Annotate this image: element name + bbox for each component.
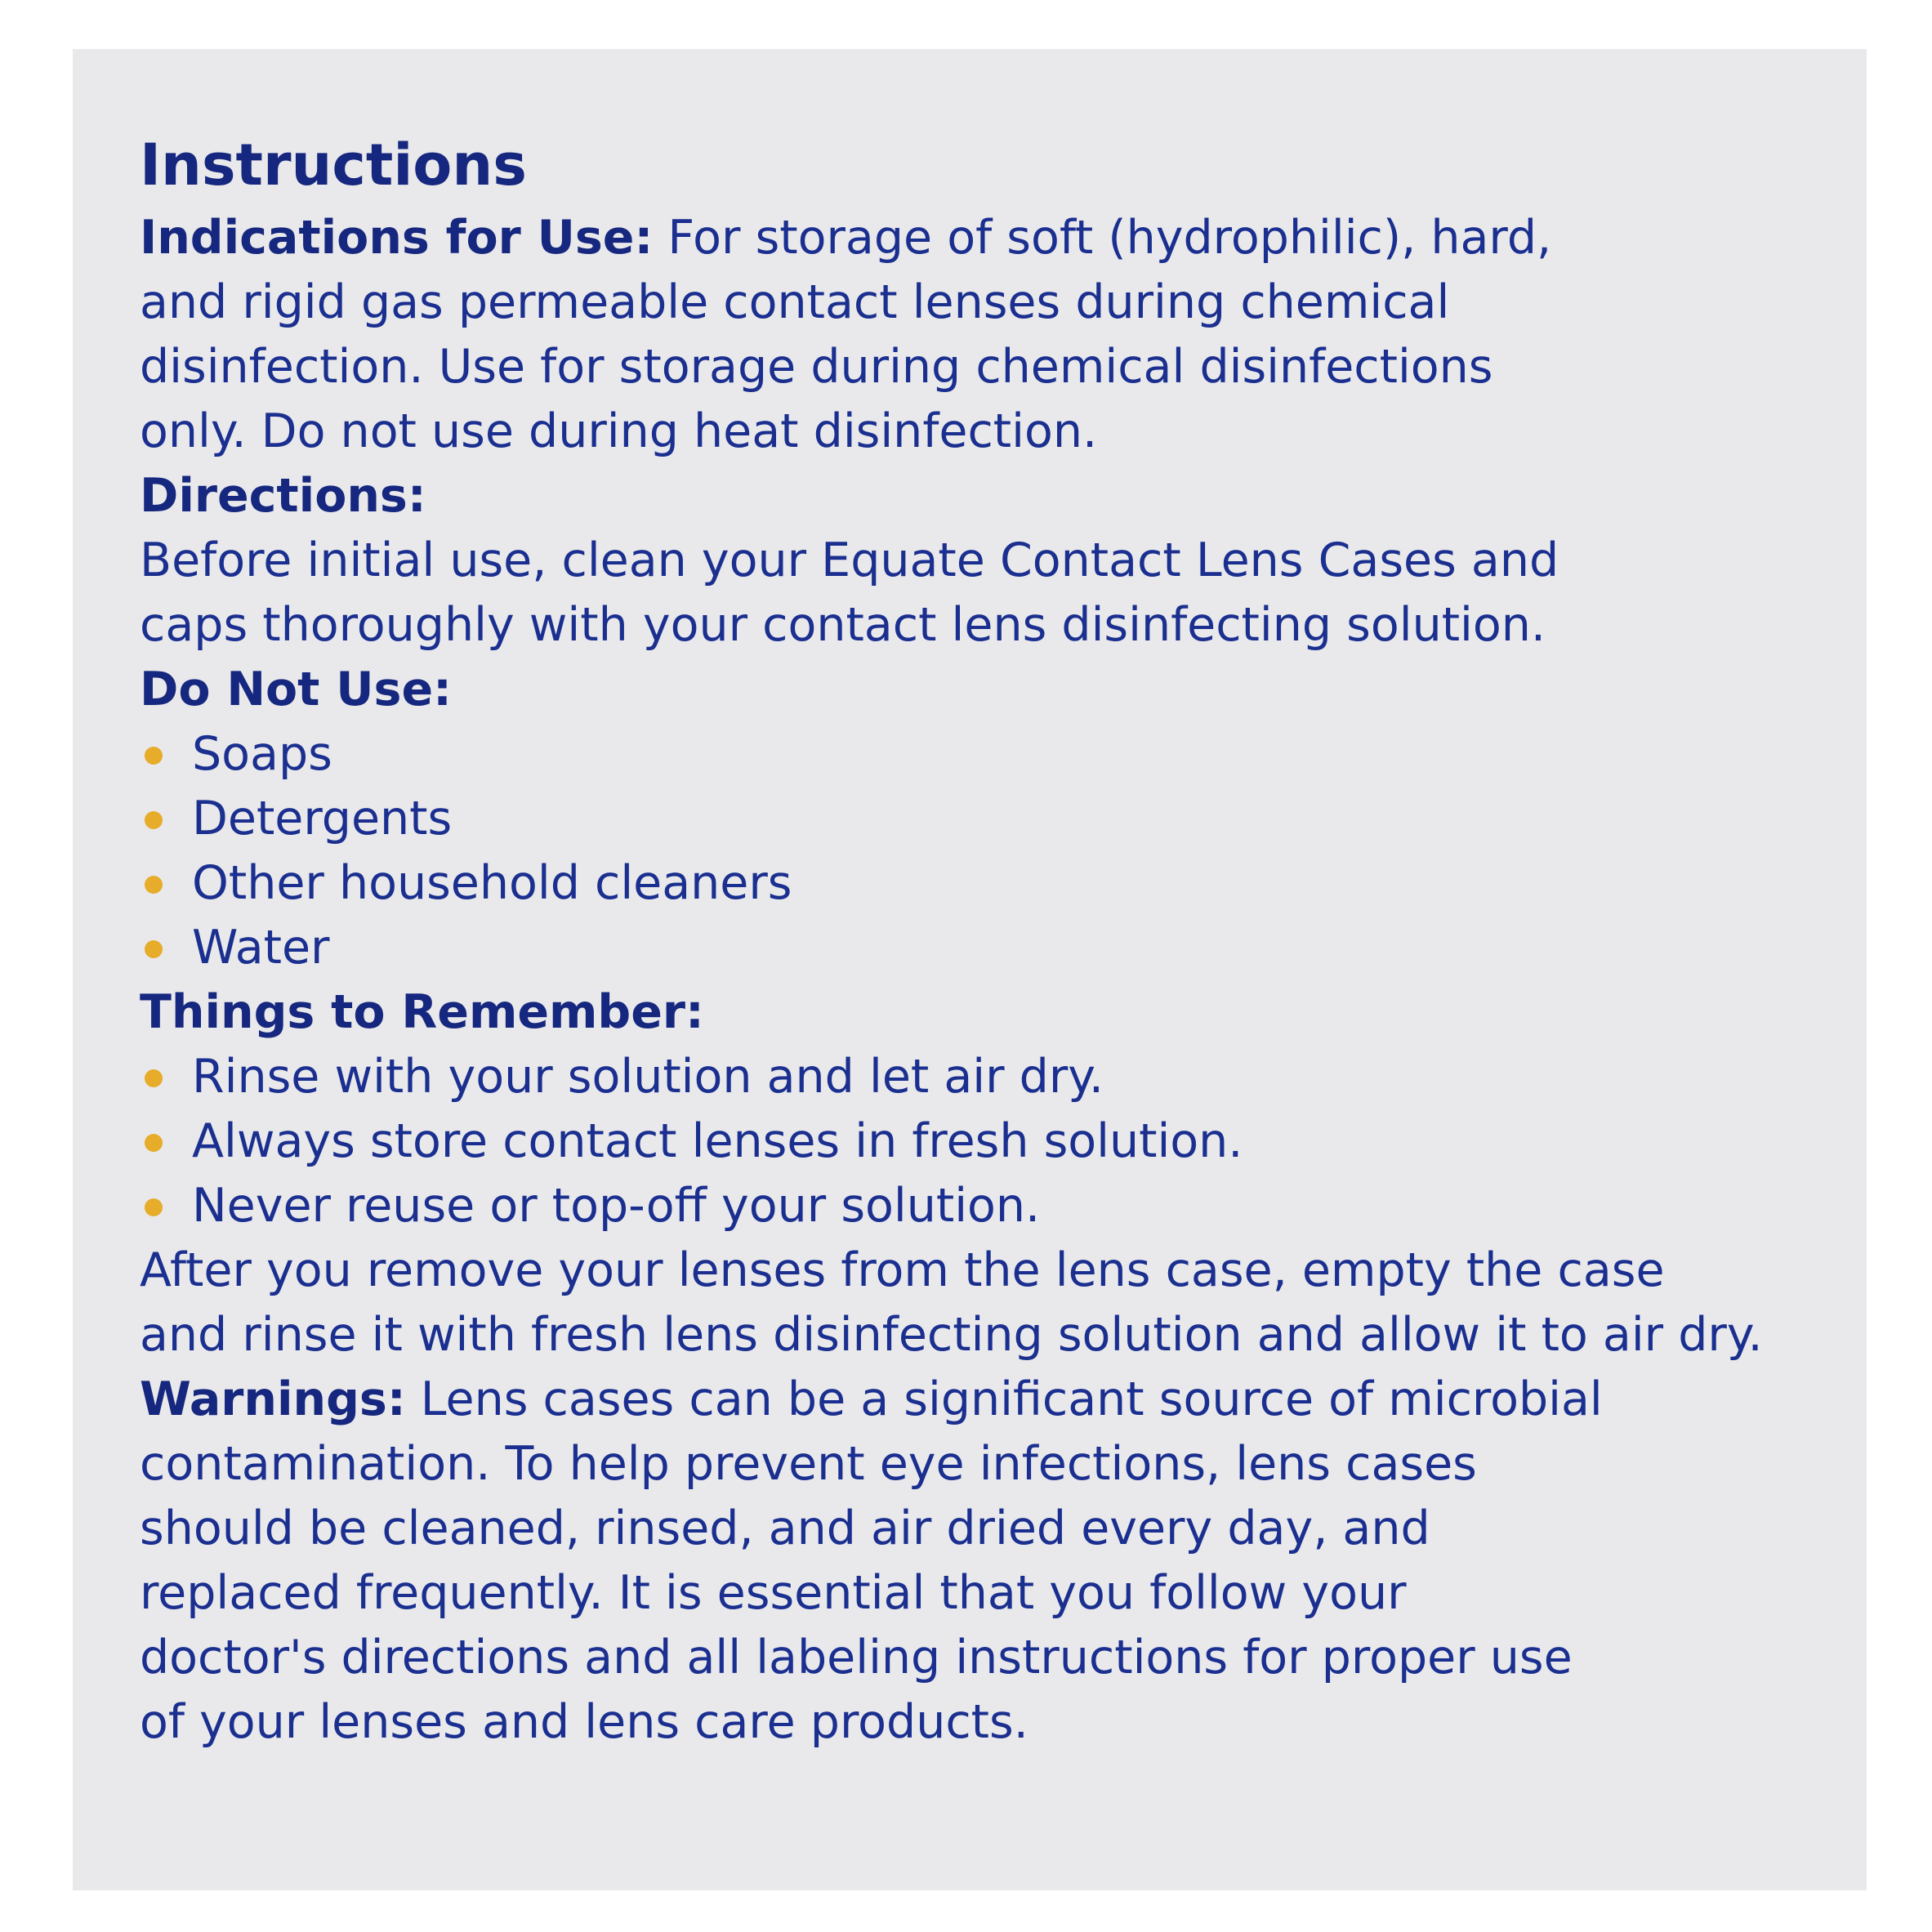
bullet-dot-icon [145, 876, 163, 894]
directions-heading: Directions: [140, 469, 426, 523]
directions-line-2: caps thoroughly with your contact lens disinfecting solution. [140, 598, 1546, 652]
do-not-use-item [140, 851, 1855, 916]
label-panel [73, 49, 1867, 1890]
indications-line-3: disinfection. Use for storage during chemical disinfections [140, 340, 1493, 394]
page-title: Instructions [140, 132, 527, 199]
warnings-line-2: contamination. To help prevent eye infections, lens cases [140, 1437, 1477, 1491]
do-not-use-item-text: Detergents [192, 792, 453, 846]
do-not-use-heading: Do Not Use: [140, 663, 452, 716]
bullet-dot-icon [145, 940, 163, 958]
bullet-dot-icon [145, 811, 163, 829]
do-not-use-item [140, 916, 1855, 980]
remember-item-text: Never reuse or top-off your solution. [192, 1179, 1041, 1233]
indications-label: Indications for Use: [140, 211, 654, 265]
bullet-dot-icon [145, 1134, 163, 1152]
do-not-use-item [140, 722, 1855, 787]
warnings-line-6: of your lenses and lens care products. [140, 1695, 1028, 1749]
remember-item [140, 1174, 1855, 1238]
do-not-use-item [140, 787, 1855, 851]
warnings-label: Warnings: [140, 1372, 406, 1426]
warnings-line-3: should be cleaned, rinsed, and air dried every day, and [140, 1501, 1430, 1555]
remember-item-text: Always store contact lenses in fresh solution. [192, 1114, 1243, 1168]
indications-line-1 [140, 206, 1855, 270]
bullet-dot-icon [145, 747, 163, 765]
after-line-2: and rinse it with fresh lens disinfecting solution and allow it to air dry. [140, 1308, 1763, 1362]
instructions-content [140, 124, 1855, 1755]
remember-item [140, 1045, 1855, 1109]
bullet-dot-icon [145, 1198, 163, 1216]
after-line-1: After you remove your lenses from the lens case, empty the case [140, 1243, 1665, 1297]
bullet-dot-icon [145, 1069, 163, 1087]
warnings-line-5: doctor's directions and all labeling instructions for proper use [140, 1631, 1573, 1684]
remember-heading: Things to Remember: [140, 985, 704, 1039]
warnings-text: Lens cases can be a significant source of microbial [405, 1372, 1603, 1426]
remember-item [140, 1109, 1855, 1174]
indications-line-4: only. Do not use during heat disinfection. [140, 404, 1098, 458]
warnings-line-1 [140, 1368, 1855, 1432]
do-not-use-item-text: Other household cleaners [192, 856, 792, 910]
directions-line-1: Before initial use, clean your Equate Contact Lens Cases and [140, 533, 1559, 587]
warnings-line-4: replaced frequently. It is essential that you follow your [140, 1566, 1407, 1620]
do-not-use-item-text: Soaps [192, 727, 332, 781]
do-not-use-item-text: Water [192, 921, 330, 975]
indications-line-2: and rigid gas permeable contact lenses during chemical [140, 275, 1450, 329]
remember-item-text: Rinse with your solution and let air dry. [192, 1050, 1104, 1104]
indications-text: For storage of soft (hydrophilic), hard, [653, 211, 1552, 265]
